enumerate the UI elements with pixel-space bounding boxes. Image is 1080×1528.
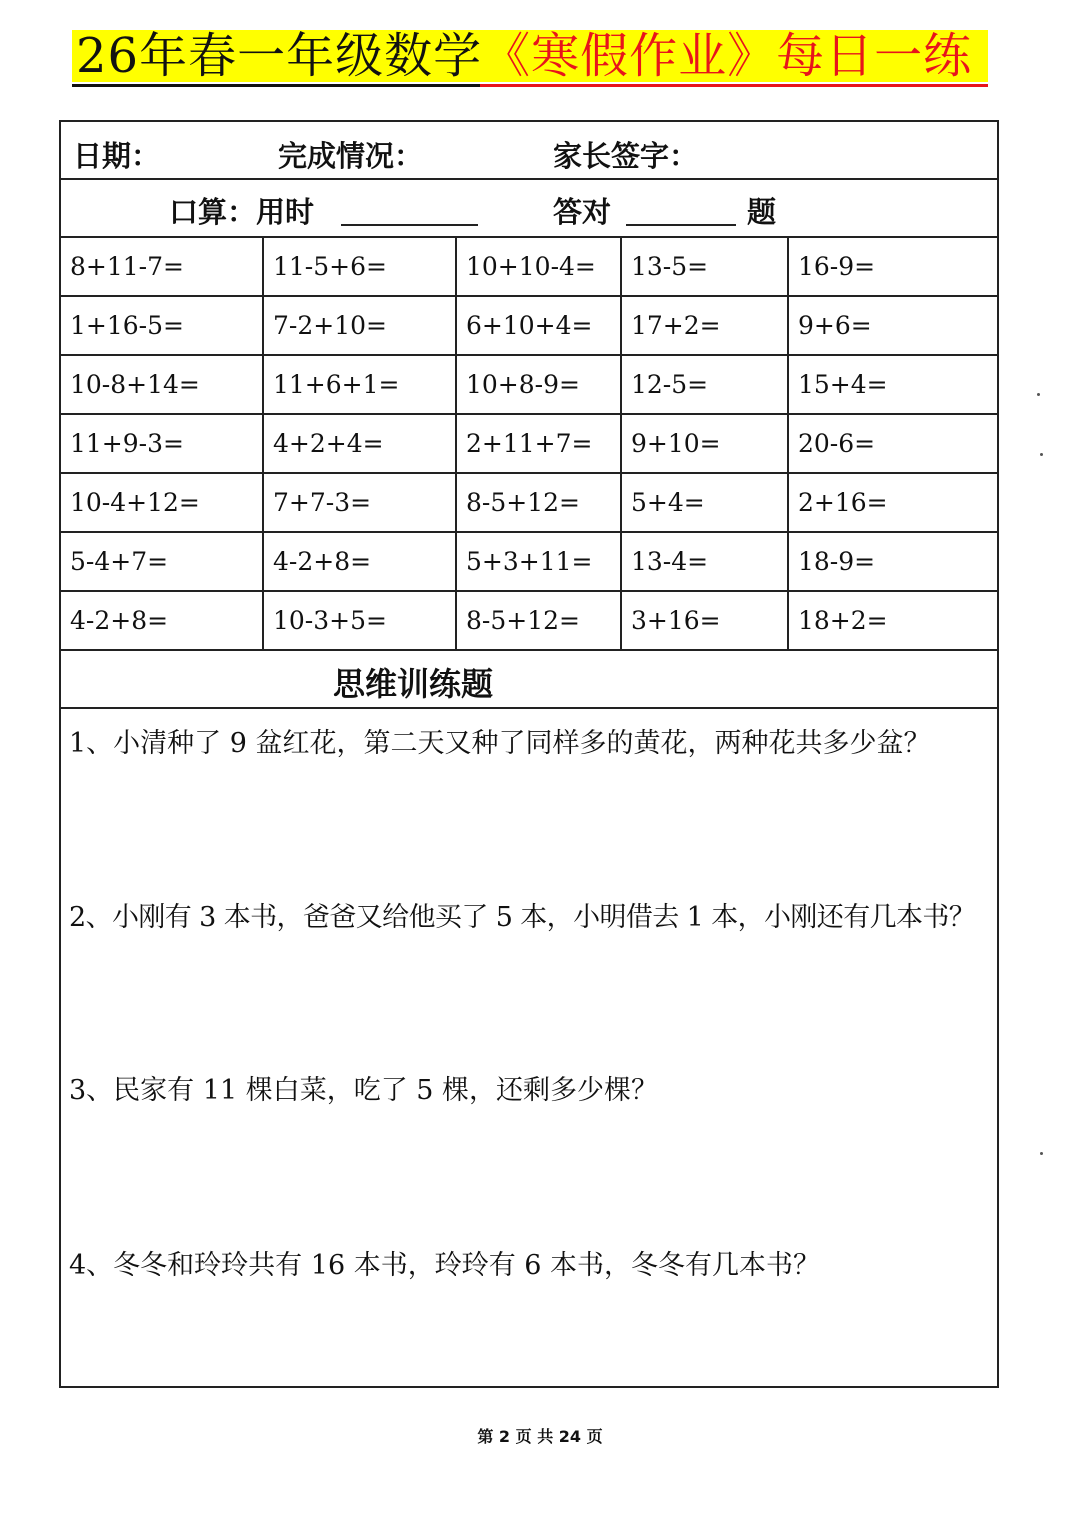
arithmetic-cell: 18+2= xyxy=(798,606,888,635)
page-title xyxy=(76,30,972,82)
arithmetic-cell: 8-5+12= xyxy=(457,474,622,531)
arithmetic-cell: 8-5+12= xyxy=(457,592,622,649)
questions-suffix: 题 xyxy=(747,195,777,229)
table-row xyxy=(61,356,997,415)
table-row xyxy=(61,297,997,356)
oral-time-label: 口算：用时 xyxy=(169,195,315,229)
scan-speck xyxy=(1040,453,1043,456)
title-underline-black xyxy=(72,84,480,87)
scan-speck xyxy=(1037,393,1040,396)
page-number: 第 2 页 共 24 页 xyxy=(477,1427,603,1446)
signature-label: 家长签字： xyxy=(553,139,699,173)
info-row xyxy=(61,122,997,180)
oral-row xyxy=(61,180,997,238)
word-problem: 4、冬冬和玲玲共有 16 本书，玲玲有 6 本书，冬冬有几本书？ xyxy=(69,1250,821,1281)
table-row xyxy=(61,238,997,297)
arithmetic-cell: 6+10+4= xyxy=(457,297,622,354)
scan-speck xyxy=(1040,1152,1043,1155)
arithmetic-cell: 4-2+8= xyxy=(61,592,264,649)
arithmetic-cell: 10-3+5= xyxy=(264,592,457,649)
completion-label: 完成情况： xyxy=(278,139,424,173)
arithmetic-cell: 2+11+7= xyxy=(457,415,622,472)
arithmetic-cell: 3+16= xyxy=(622,592,789,649)
time-blank-line[interactable] xyxy=(341,224,478,226)
title-black-part: 26年春一年级数学 xyxy=(76,28,483,84)
worksheet xyxy=(59,120,999,1388)
arithmetic-cell: 5+4= xyxy=(622,474,789,531)
title-red-part: 《寒假作业》每日一练 xyxy=(482,28,973,84)
arithmetic-cell: 13-4= xyxy=(622,533,789,590)
table-row xyxy=(61,415,997,474)
arithmetic-cell: 2+16= xyxy=(798,488,888,517)
table-row xyxy=(61,592,997,651)
arithmetic-cell: 15+4= xyxy=(798,370,888,399)
arithmetic-cell: 20-6= xyxy=(798,429,876,458)
thinking-section-title: 思维训练题 xyxy=(333,665,494,703)
arithmetic-cell: 1+16-5= xyxy=(61,297,264,354)
arithmetic-cell: 9+6= xyxy=(798,311,872,340)
arithmetic-cell: 11+6+1= xyxy=(264,356,457,413)
table-row xyxy=(61,474,997,533)
thinking-section-header xyxy=(61,651,997,709)
arithmetic-cell: 7-2+10= xyxy=(264,297,457,354)
arithmetic-cell: 4+2+4= xyxy=(264,415,457,472)
arithmetic-cell: 13-5= xyxy=(622,238,789,295)
correct-label: 答对 xyxy=(553,195,612,229)
word-problem: 3、民家有 11 棵白菜，吃了 5 棵，还剩多少棵？ xyxy=(69,1075,659,1106)
arithmetic-cell: 5-4+7= xyxy=(61,533,264,590)
arithmetic-cell: 12-5= xyxy=(622,356,789,413)
arithmetic-cell: 5+3+11= xyxy=(457,533,622,590)
arithmetic-cell: 10-8+14= xyxy=(61,356,264,413)
date-label: 日期： xyxy=(73,139,161,173)
correct-blank-line[interactable] xyxy=(626,224,736,226)
word-problem: 1、小清种了 9 盆红花，第二天又种了同样多的黄花，两种花共多少盆？ xyxy=(69,728,931,759)
arithmetic-cell: 8+11-7= xyxy=(61,238,264,295)
arithmetic-cell: 4-2+8= xyxy=(264,533,457,590)
arithmetic-cell: 18-9= xyxy=(798,547,876,576)
arithmetic-cell: 10+10-4= xyxy=(457,238,622,295)
arithmetic-grid xyxy=(61,238,997,651)
arithmetic-cell: 16-9= xyxy=(798,252,876,281)
title-banner xyxy=(72,30,988,82)
arithmetic-cell: 10-4+12= xyxy=(61,474,264,531)
title-underline-red xyxy=(480,84,988,87)
arithmetic-cell: 7+7-3= xyxy=(264,474,457,531)
word-problem: 2、小刚有 3 本书，爸爸又给他买了 5 本，小明借去 1 本，小刚还有几本书？ xyxy=(69,902,976,933)
arithmetic-cell: 11+9-3= xyxy=(61,415,264,472)
table-row xyxy=(61,533,997,592)
arithmetic-cell: 10+8-9= xyxy=(457,356,622,413)
arithmetic-cell: 9+10= xyxy=(622,415,789,472)
arithmetic-cell: 11-5+6= xyxy=(264,238,457,295)
arithmetic-cell: 17+2= xyxy=(622,297,789,354)
